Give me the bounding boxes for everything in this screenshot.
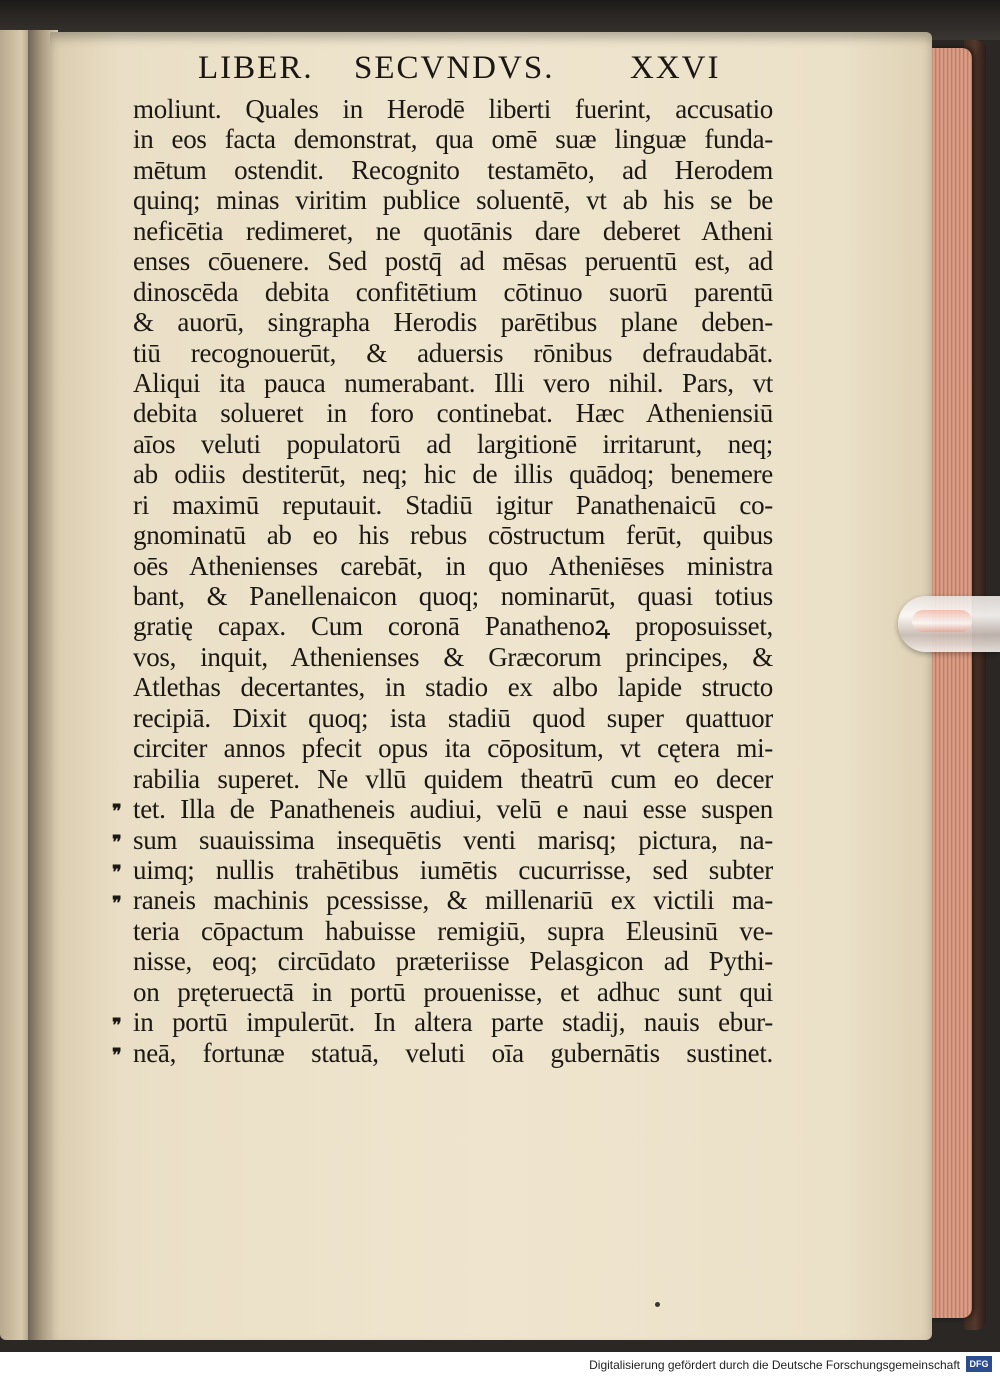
dfg-logo: DFG	[966, 1356, 992, 1372]
text-line: raneis machinis pcessisse, & millenariū ex victili ma-	[133, 885, 773, 916]
text-line: in portū impulerūt. In altera parte stadij, nauis ebur-	[133, 1007, 773, 1038]
text-line: debita solueret in foro continebat. Hæc Atheniensiū	[133, 398, 773, 429]
text-line: on pręteruectā in portū prouenisse, et adhuc sunt qui	[133, 976, 773, 1007]
header-liber: LIBER.	[198, 50, 314, 86]
header-secundus: SECVNDVS.	[354, 50, 555, 86]
text-line: dinoscēda debita confitētium cōtinuo suorū parentū	[133, 276, 773, 307]
margin-mark: ❞	[112, 1014, 122, 1035]
text-line: neā, fortunæ statuā, veluti oīa gubernātis sustinet.	[133, 1037, 773, 1068]
text-line: Aliqui ita pauca numerabant. Illi vero nihil. Pars, vt	[133, 367, 773, 398]
text-line: teria cōpactum habuisse remigiū, supra Eleusinū ve-	[133, 915, 773, 946]
running-header	[198, 50, 738, 94]
page-mark-dot	[655, 1302, 660, 1307]
margin-mark: ❞	[112, 831, 122, 852]
page-fore-edge	[928, 48, 972, 1318]
text-line: quinq; minas viritim publice soluentē, vt ab his se be	[133, 185, 773, 216]
text-line: recipiā. Dixit quoq; ista stadiū quod super quattuor	[133, 702, 773, 733]
text-line: tiū recognouerūt, & aduersis rōnibus defraudabāt.	[133, 337, 773, 368]
text-line: bant, & Panellenaicon quoq; nominarūt, quasi totius	[133, 581, 773, 611]
text-line: circiter annos pfecit opus ita cōpositum, vt cętera mi-	[133, 733, 773, 764]
text-line: vos, inquit, Athenienses & Græcorum principes, &	[133, 641, 773, 672]
text-line: enses cōuenere. Sed postq̄ ad mēsas peruentū est, ad	[133, 246, 773, 277]
text-line: mētum ostendit. Recognito testamēto, ad Herodem	[133, 154, 773, 185]
text-line: gnominatū ab eo his rebus cōstructum ferūt, quibus	[133, 520, 773, 551]
margin-mark: ❞	[112, 801, 122, 822]
text-line: neficētia redimeret, ne quotānis dare deberet Atheni	[133, 215, 773, 246]
margin-mark: ❞	[112, 862, 122, 883]
text-line: rabilia superet. Ne vllū quidem theatrū cum eo decer	[133, 763, 773, 794]
text-line: uimq; nullis trahētibus iumētis cucurrisse, sed subter	[133, 854, 773, 885]
text-line: & auorū, singrapha Herodis parētibus plane deben-	[133, 307, 773, 338]
margin-mark: ❞	[112, 1044, 122, 1065]
margin-mark: ❞	[112, 892, 122, 913]
header-folio-number: XXVI	[630, 50, 721, 86]
text-line: oēs Athenienses carebāt, in quo Atheniēses ministra	[133, 550, 773, 581]
body-text	[133, 94, 773, 1068]
text-line: aīos veluti populatorū ad largitionē irritarunt, neq;	[133, 428, 773, 459]
text-line: tet. Illa de Panatheneis audiui, velū e naui esse suspen	[133, 794, 773, 825]
text-line: ab odiis destiterūt, neq; hic de illis quādoq; benemere	[133, 459, 773, 490]
text-line: nisse, eoq; circūdato præteriisse Pelasgicon ad Pythi-	[133, 946, 773, 977]
text-line: Atlethas decertantes, in stadio ex albo lapide structo	[133, 672, 773, 703]
text-line: in eos facta demonstrat, qua omē suæ linguæ funda-	[133, 124, 773, 155]
text-line: ri maximū reputauit. Stadiū igitur Panathenaicū co-	[133, 489, 773, 520]
text-line: moliunt. Quales in Herodē liberti fuerint, accusatio	[133, 94, 773, 124]
footer-credit: Digitalisierung gefördert durch die Deutsche Forschungsgemeinschaft	[589, 1358, 960, 1372]
glass-bookmark	[898, 596, 1000, 652]
text-line: sum suauissima insequētis venti marisq; pictura, na-	[133, 824, 773, 855]
text-line: gratię capax. Cum coronā Panathenoꝝ proposuisset,	[133, 611, 773, 642]
